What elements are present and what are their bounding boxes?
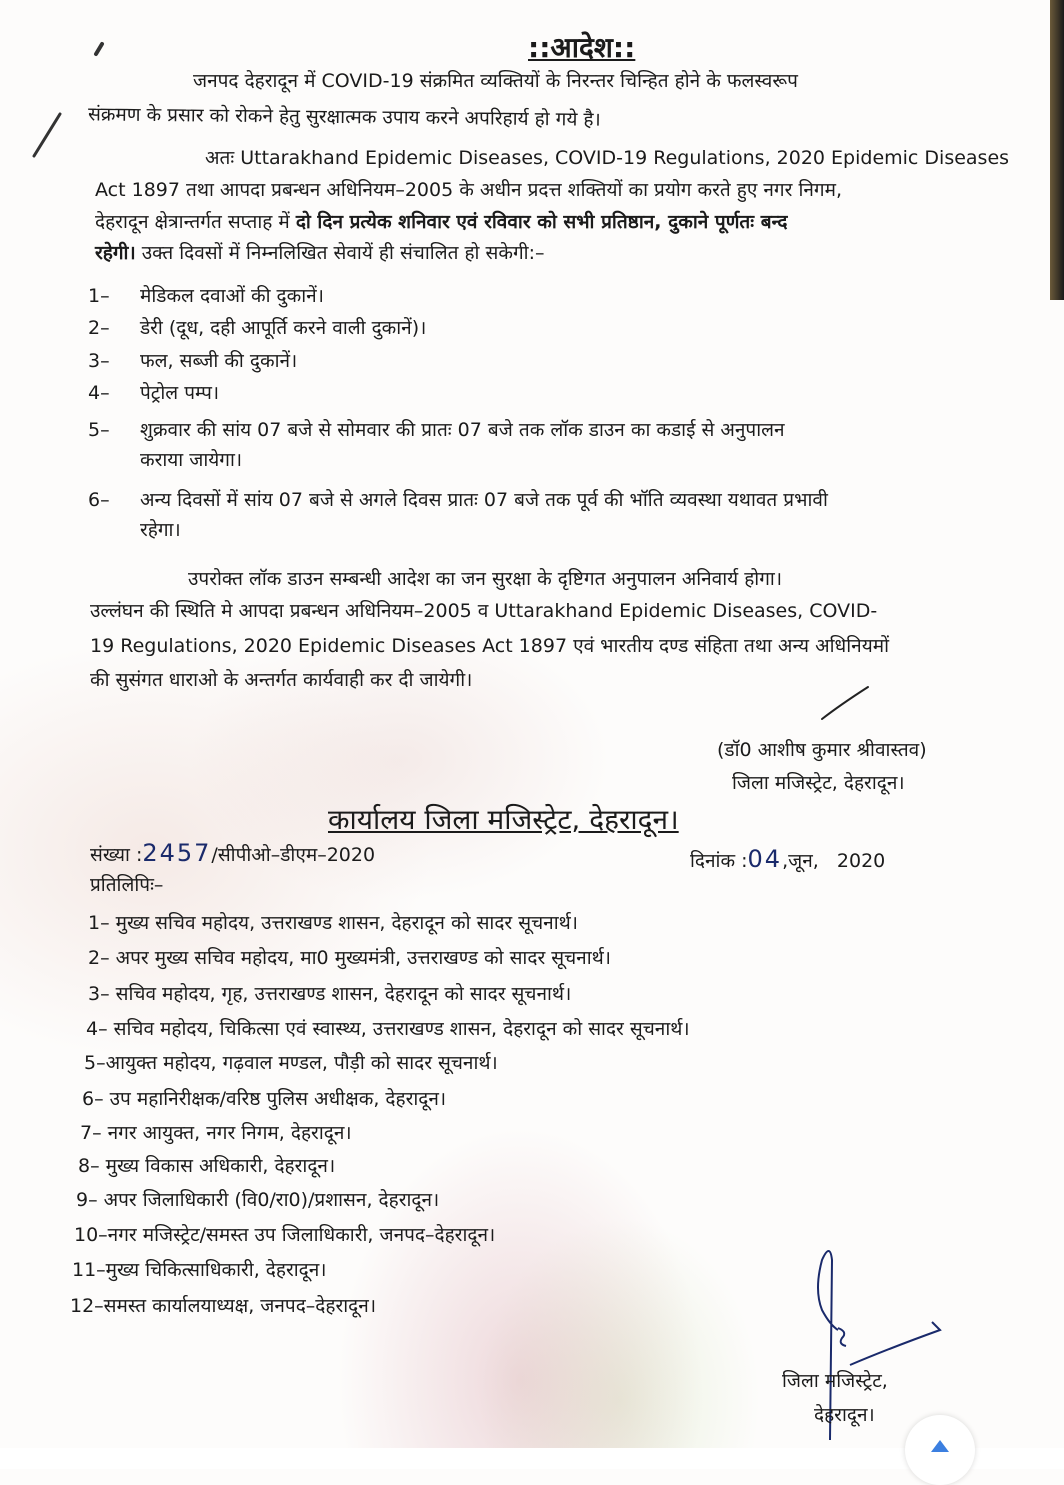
service-number: 2– xyxy=(88,317,110,339)
copy-recipient-10: 10–नगर मजिस्ट्रेट/समस्त उप जिलाधिकारी, जनपद–देहरादून। xyxy=(74,1224,496,1246)
order-title: ::आदेश:: xyxy=(528,31,636,64)
reference-suffix: /सीपीओ–डीएम–2020 xyxy=(211,844,376,866)
service-text: पेट्रोल पम्प। xyxy=(140,382,220,404)
service-item-4 xyxy=(88,378,219,408)
arrow-up-icon xyxy=(931,1440,949,1452)
pen-mark-icon xyxy=(90,40,110,60)
service-text-line: रहेगा। xyxy=(140,519,181,541)
service-text: डेरी (दूध, दही आपूर्ति करने वाली दुकानें)। xyxy=(140,317,427,339)
service-text xyxy=(140,415,785,475)
service-number: 1– xyxy=(88,285,110,307)
copy-label: प्रतिलिपिः– xyxy=(90,874,164,896)
copy-recipient-4: 4– सचिव महोदय, चिकित्सा एवं स्वास्थ्य, उत्तराखण्ड शासन, देहरादून को सादर सूचनार्थ। xyxy=(86,1018,690,1040)
service-item-6 xyxy=(88,485,828,545)
office-heading: कार्यालय जिला मजिस्ट्रेट, देहरादून। xyxy=(328,803,679,836)
service-number: 4– xyxy=(88,382,110,404)
scroll-up-button[interactable] xyxy=(905,1415,975,1485)
copy-recipient-7: 7– नगर आयुक्त, नगर निगम, देहरादून। xyxy=(80,1122,352,1144)
copy-recipient-1: 1– मुख्य सचिव महोदय, उत्तराखण्ड शासन, देहरादून को सादर सूचनार्थ। xyxy=(88,912,578,934)
date-day-handwritten: 04 xyxy=(747,845,783,873)
order-line-3 xyxy=(95,209,788,235)
final-signatory-location: देहरादून। xyxy=(814,1404,875,1426)
date-label: दिनांक : xyxy=(690,850,748,872)
service-number: 5– xyxy=(88,419,110,441)
copy-recipient-12: 12–समस्त कार्यालयाध्यक्ष, जनपद–देहरादून। xyxy=(70,1295,377,1317)
reference-number-handwritten: 2457 xyxy=(142,839,212,867)
service-text xyxy=(140,485,828,545)
compliance-line-2: उल्लंघन की स्थिति मे आपदा प्रबन्धन अधिनियम–2005 व Uttarakhand Epidemic Diseases, COVID- xyxy=(90,600,878,622)
service-text-line: अन्य दिवसों में सांय 07 बजे से अगले दिवस प्रातः 07 बजे तक पूर्व की भॉति व्यवस्था यथावत प्रभावी xyxy=(140,489,828,511)
service-item-2 xyxy=(88,313,426,343)
copy-recipient-11: 11–मुख्य चिकित्साधिकारी, देहरादून। xyxy=(72,1259,327,1281)
compliance-line-4: की सुसंगत धाराओ के अन्तर्गत कार्यवाही कर दी जायेगी। xyxy=(90,669,473,691)
copy-recipient-9: 9– अपर जिलाधिकारी (वि0/रा0)/प्रशासन, देहरादून। xyxy=(76,1189,440,1211)
order-line-3-text: देहरादून क्षेत्रान्तर्गत सप्ताह में xyxy=(95,211,296,233)
signatory-designation: जिला मजिस्ट्रेट, देहरादून। xyxy=(732,772,905,794)
copy-recipient-6: 6– उप महानिरीक्षक/वरिष्ठ पुलिस अधीक्षक, देहरादून। xyxy=(82,1088,447,1110)
reference-label: संख्या : xyxy=(90,844,143,866)
signatory-name: (डॉ0 आशीष कुमार श्रीवास्तव) xyxy=(717,739,927,761)
services-intro: उक्त दिवसों में निम्नलिखित सेवायें ही संचालित हो सकेगी:– xyxy=(135,242,545,264)
service-item-5 xyxy=(88,415,785,475)
order-line-4 xyxy=(95,240,544,266)
intro-line-1: जनपद देहरादून में COVID-19 संक्रमित व्यक्तियों के निरन्तर चिन्हित होने के फलस्वरूप xyxy=(193,70,798,92)
compliance-line-1: उपरोक्त लॉक डाउन सम्बन्धी आदेश का जन सुरक्षा के दृष्टिगत अनुपालन अनिवार्य होगा। xyxy=(188,568,783,590)
reference-number-line xyxy=(90,840,375,868)
service-item-1 xyxy=(88,281,324,311)
order-line-2: Act 1897 तथा आपदा प्रबन्धन अधिनियम–2005 के अधीन प्रदत्त शक्तियों का प्रयोग करते हुए नगर निगम, xyxy=(95,179,843,201)
service-text-line: कराया जायेगा। xyxy=(140,449,243,471)
service-text-line: शुक्रवार की सांय 07 बजे से सोमवार की प्रातः 07 बजे तक लॉक डाउन का कडाई से अनुपालन xyxy=(140,419,785,441)
service-number: 3– xyxy=(88,350,110,372)
intro-line-2: संक्रमण के प्रसार को रोकने हेतु सुरक्षात्मक उपाय करने अपरिहार्य हो गये है। xyxy=(87,103,601,131)
service-item-3 xyxy=(88,346,297,376)
service-text: फल, सब्जी की दुकानें। xyxy=(140,350,298,372)
margin-slash-icon xyxy=(30,110,70,160)
compliance-line-3: 19 Regulations, 2020 Epidemic Diseases Act 1897 एवं भारतीय दण्ड संहिता तथा अन्य अधिनियमों xyxy=(90,635,890,657)
copy-recipient-5: 5–आयुक्त महोदय, गढ़वाल मण्डल, पौड़ी को सादर सूचनार्थ। xyxy=(84,1052,498,1074)
initial-tick-icon xyxy=(820,683,880,723)
closure-days-emphasis: दो दिन प्रत्येक शनिवार एवं रविवार को सभी प्रतिष्ठान, दुकाने पूर्णतः बन्द xyxy=(295,211,788,233)
service-text: मेडिकल दवाओं की दुकानें। xyxy=(140,285,324,307)
date-rest: ,जून, 2020 xyxy=(782,850,886,872)
copy-recipient-8: 8– मुख्य विकास अधिकारी, देहरादून। xyxy=(78,1155,336,1177)
final-signatory-designation: जिला मजिस्ट्रेट, xyxy=(782,1370,888,1392)
service-number: 6– xyxy=(88,489,110,511)
copy-recipient-2: 2– अपर मुख्य सचिव महोदय, मा0 मुख्यमंत्री, उत्तराखण्ड को सादर सूचनार्थ। xyxy=(88,947,611,969)
closure-emphasis-end: रहेगी। xyxy=(95,242,136,264)
scan-edge-shadow xyxy=(1050,0,1064,300)
order-line-1: अतः Uttarakhand Epidemic Diseases, COVID-19 Regulations, 2020 Epidemic Diseases xyxy=(205,147,1010,169)
copy-recipient-3: 3– सचिव महोदय, गृह, उत्तराखण्ड शासन, देहरादून को सादर सूचनार्थ। xyxy=(88,983,572,1005)
date-line xyxy=(690,846,885,874)
